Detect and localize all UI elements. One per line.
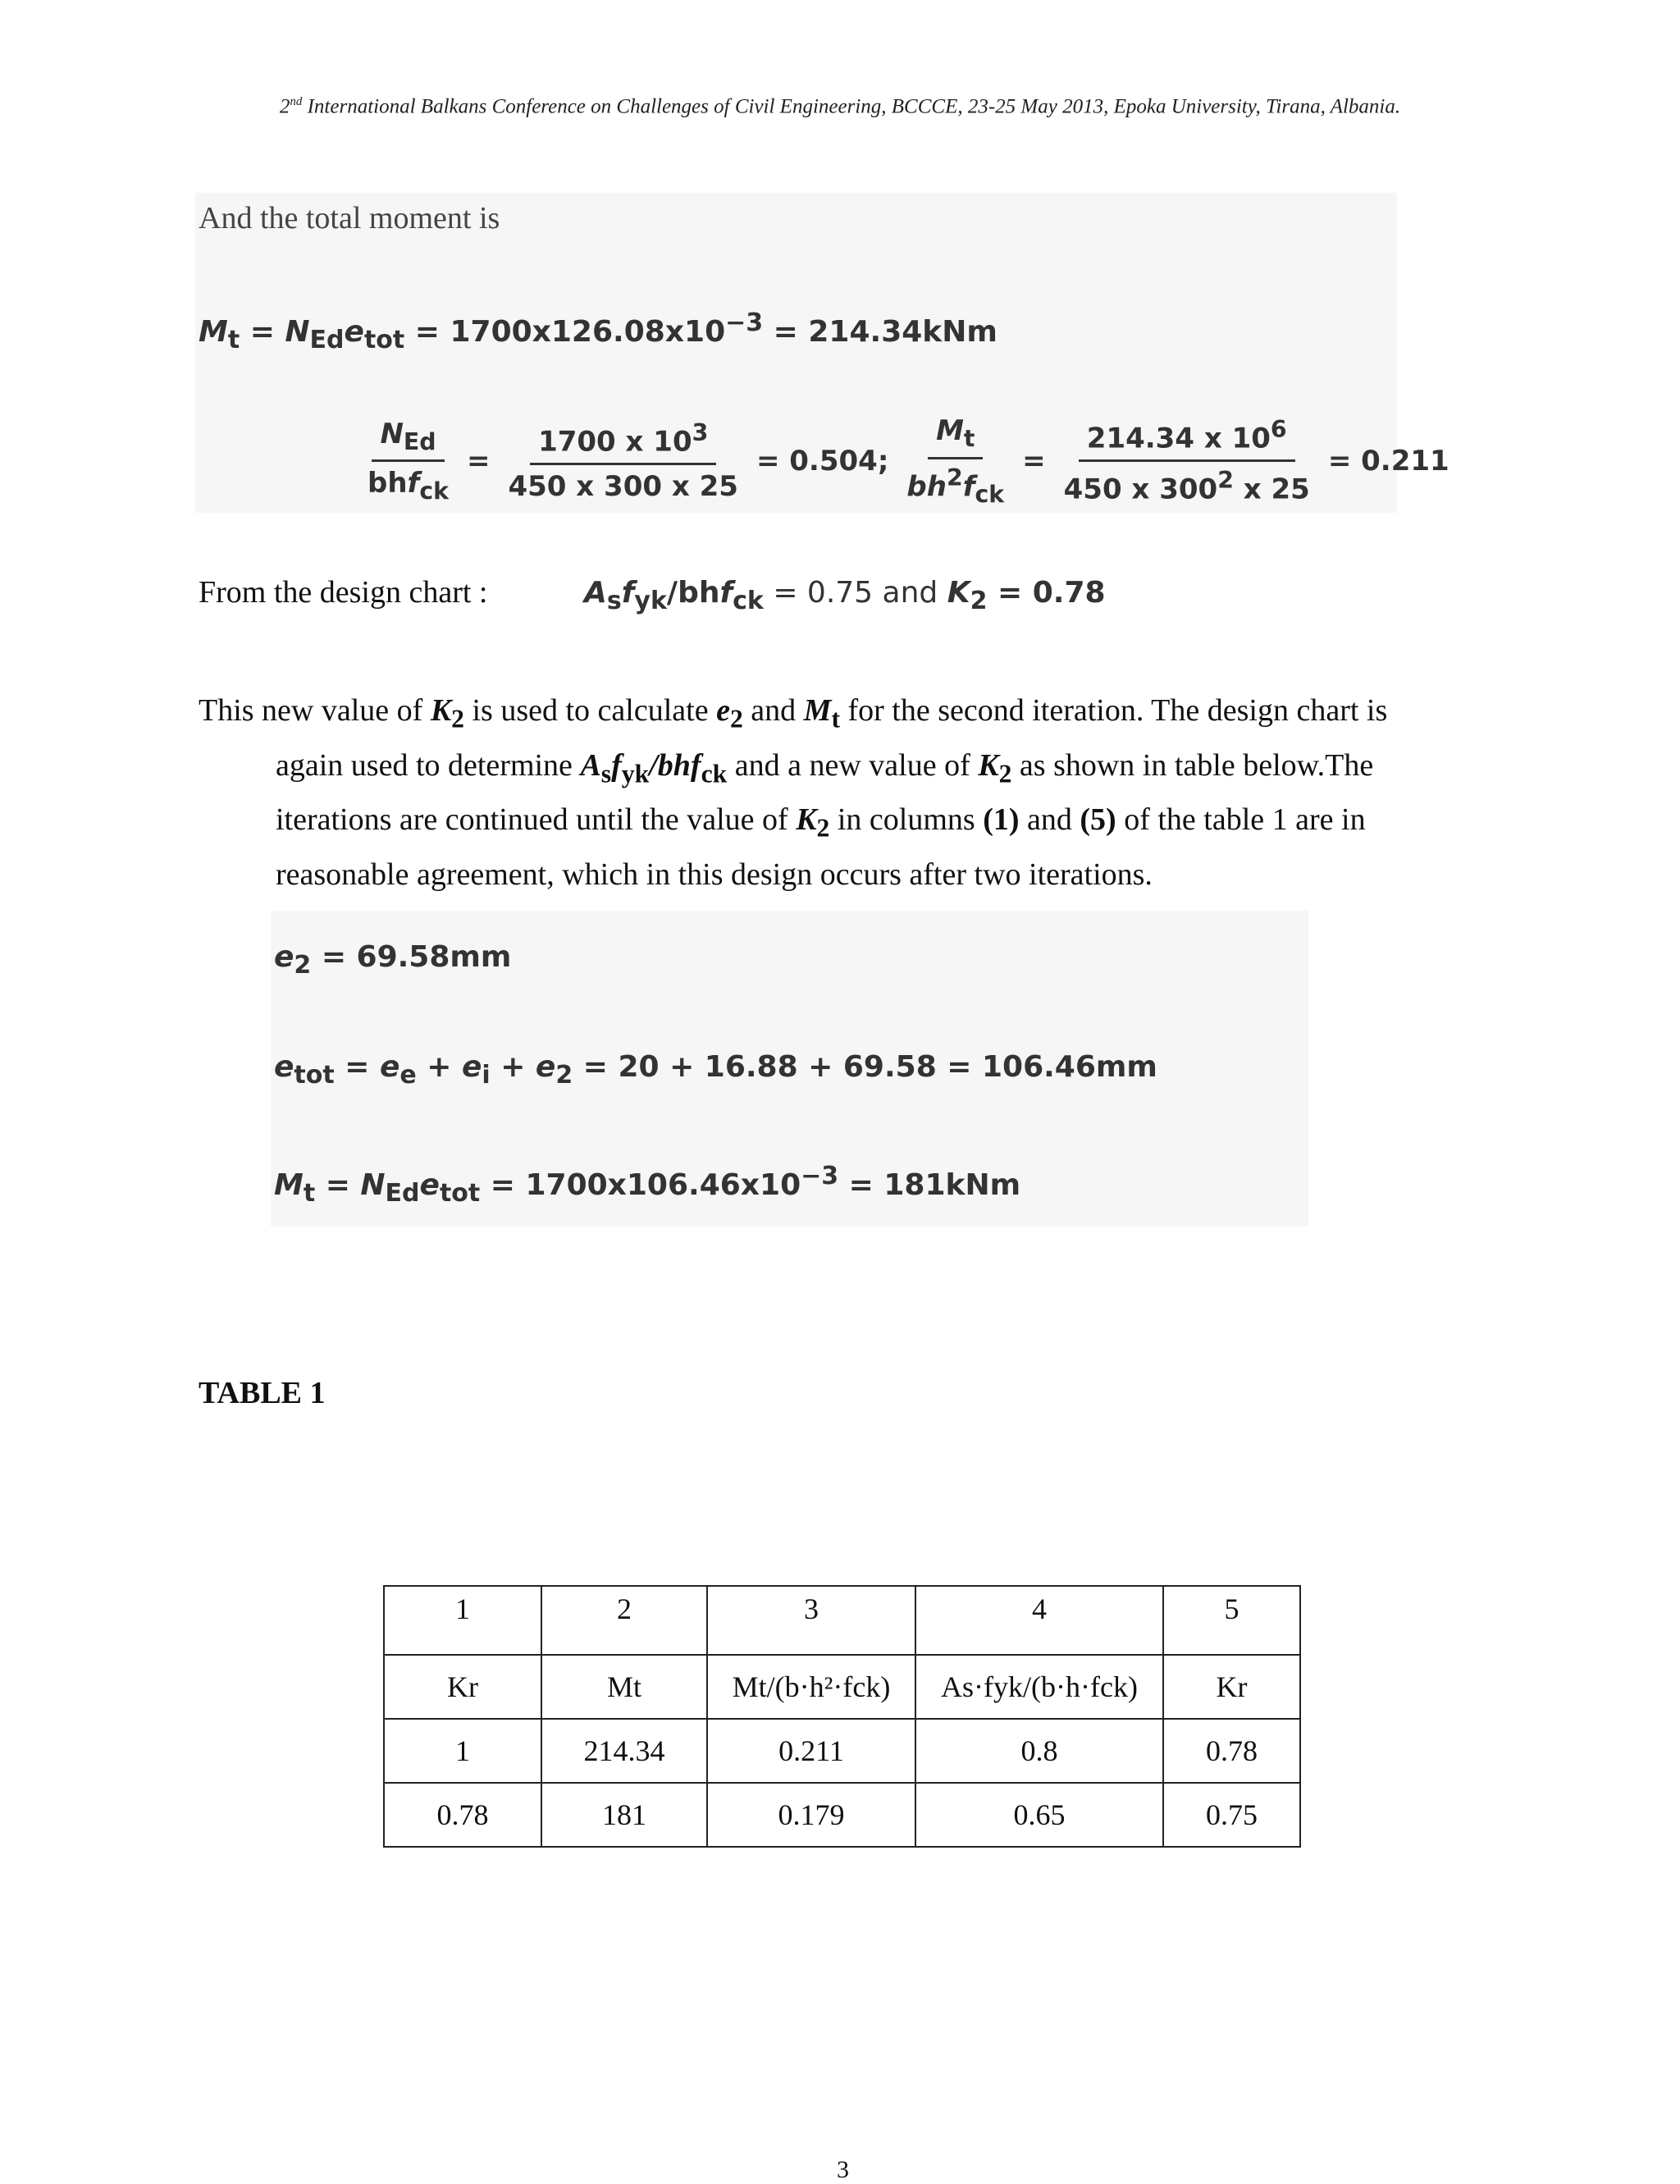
eq3-e-sub: 2 bbox=[294, 951, 312, 980]
eq2-equals-a: = bbox=[466, 444, 491, 477]
f4-num-exp: 6 bbox=[1270, 416, 1287, 444]
p3-col1: (1) bbox=[983, 802, 1020, 838]
design-chart-values bbox=[584, 576, 1106, 615]
table-cell: 5 bbox=[1163, 1586, 1300, 1655]
p2-mid: /bh bbox=[649, 747, 691, 783]
etot-equation bbox=[274, 1050, 1157, 1090]
cl-val2: = 0.78 bbox=[987, 576, 1106, 610]
design-chart-label: From the design chart : bbox=[199, 575, 488, 610]
eq1-m: M bbox=[199, 315, 228, 349]
table-cell: 0.179 bbox=[707, 1783, 915, 1847]
f2-num: 1700 x 10 bbox=[538, 425, 692, 459]
p2-f2: f bbox=[690, 747, 701, 783]
table-cell: Kr bbox=[1163, 1655, 1300, 1719]
fraction-values-1 bbox=[500, 419, 746, 503]
cl-k-sub: 2 bbox=[970, 587, 988, 616]
p-k: K bbox=[430, 693, 452, 728]
table-cell: 0.78 bbox=[1163, 1719, 1300, 1783]
p-text-1: This new value of bbox=[199, 693, 431, 728]
table-cell: 214.34 bbox=[541, 1719, 707, 1783]
eq4-t3-sub: 2 bbox=[555, 1061, 573, 1090]
eq1-exp: −3 bbox=[725, 308, 764, 337]
f1-den-f: f bbox=[407, 467, 420, 500]
p-m-sub: t bbox=[831, 704, 840, 733]
f2-num-exp: 3 bbox=[692, 418, 709, 446]
table-cell: 1 bbox=[384, 1719, 541, 1783]
eq5-e-sub: tot bbox=[439, 1179, 481, 1209]
f4-num: 214.34 x 10 bbox=[1086, 422, 1271, 455]
eq1-result: = 214.34kNm bbox=[763, 315, 998, 349]
eq3-e: e bbox=[274, 940, 294, 974]
running-header bbox=[0, 95, 1680, 118]
table-cell: 181 bbox=[541, 1783, 707, 1847]
f4-den-exp: 2 bbox=[1217, 467, 1234, 495]
eq4-t2-sub: i bbox=[482, 1061, 491, 1090]
eq4-eq: = bbox=[334, 1050, 380, 1084]
ratio-equation bbox=[359, 414, 1449, 508]
f1-num-sub: Ed bbox=[403, 427, 436, 455]
eq1-n: N bbox=[285, 315, 310, 349]
fraction-ned-bhfck bbox=[359, 418, 457, 505]
table-row bbox=[384, 1719, 1300, 1783]
eq3-rhs: = 69.58mm bbox=[311, 940, 512, 974]
p3-k-sub: 2 bbox=[816, 813, 830, 843]
p2-text-b: and a new value of bbox=[727, 747, 979, 783]
f3-num-sub: t bbox=[963, 424, 975, 452]
cl-f-sub: yk bbox=[634, 587, 667, 616]
iteration-paragraph bbox=[199, 688, 1478, 898]
p-e: e bbox=[716, 693, 730, 728]
eq5-m-sub: t bbox=[303, 1179, 316, 1209]
table-cell: Mt bbox=[541, 1655, 707, 1719]
table-cell: 0.8 bbox=[915, 1719, 1163, 1783]
eq2-result-1: = 0.504; bbox=[756, 444, 889, 477]
cl-k: K bbox=[947, 576, 970, 610]
eq4-t2: e bbox=[461, 1050, 482, 1084]
p3-text-c: and bbox=[1019, 802, 1080, 838]
p-text-2: is used to calculate bbox=[464, 693, 717, 728]
cl-f2-sub: ck bbox=[733, 587, 764, 616]
p-text-3: and bbox=[742, 693, 804, 728]
eq5-n: N bbox=[360, 1168, 386, 1202]
eq5-n-sub: Ed bbox=[385, 1179, 420, 1209]
p2-f-sub: yk bbox=[621, 759, 650, 788]
table-cell: 0.211 bbox=[707, 1719, 915, 1783]
paragraph-line-1 bbox=[199, 688, 1478, 742]
table-body bbox=[384, 1586, 1300, 1847]
p3-text-a: iterations are continued until the value of bbox=[276, 802, 797, 838]
table-cell: 1 bbox=[384, 1586, 541, 1655]
f3-den-exp: 2 bbox=[946, 464, 963, 491]
header-ordinal-suffix: nd bbox=[290, 95, 303, 108]
table-cell: Mt/(b·h²·fck) bbox=[707, 1655, 915, 1719]
header-ordinal: 2 bbox=[279, 95, 290, 118]
eq1-e: e bbox=[344, 315, 364, 349]
f3-den-sub: ck bbox=[975, 480, 1005, 508]
fraction-values-2 bbox=[1056, 416, 1318, 506]
eq5-result: = 181kNm bbox=[838, 1168, 1021, 1202]
intro-text: And the total moment is bbox=[199, 201, 500, 235]
eq2-result-2: = 0.211 bbox=[1327, 444, 1449, 477]
f4-den: 450 x 300 bbox=[1063, 473, 1218, 506]
cl-f: f bbox=[621, 576, 635, 610]
paragraph-line-3 bbox=[199, 797, 1478, 852]
p-text-4: for the second iteration. The design chart is bbox=[839, 693, 1388, 728]
iteration-table bbox=[383, 1585, 1301, 1848]
page-number: 3 bbox=[837, 2156, 849, 2183]
eq1-equals: = bbox=[240, 315, 285, 349]
p2-text-c: as shown in table below.The bbox=[1011, 747, 1374, 783]
eq5-exp: −3 bbox=[801, 1162, 839, 1190]
total-moment-equation bbox=[199, 308, 998, 354]
eq5-e: e bbox=[419, 1168, 440, 1202]
f3-den-f: f bbox=[962, 470, 975, 504]
eq4-t1: e bbox=[379, 1050, 400, 1084]
header-text: International Balkans Conference on Challenges of Civil Engineering, BCCCE, 23-25 May 2013, Epoka University, Tirana, Albania. bbox=[302, 95, 1401, 118]
p2-a-sub: s bbox=[600, 759, 612, 788]
p2-k: K bbox=[978, 747, 999, 783]
eq5-rhs: = 1700x106.46x10 bbox=[480, 1168, 801, 1202]
table-cell: 0.75 bbox=[1163, 1783, 1300, 1847]
cl-f2: f bbox=[719, 576, 733, 610]
table-cell: 0.65 bbox=[915, 1783, 1163, 1847]
f2-den: 450 x 300 x 25 bbox=[508, 470, 738, 504]
f4-den-tail: x 25 bbox=[1233, 473, 1310, 506]
eq1-e-sub: tot bbox=[363, 326, 405, 355]
f3-den: bh bbox=[906, 470, 947, 504]
eq5-m: M bbox=[274, 1168, 304, 1202]
f1-den: bh bbox=[368, 467, 408, 500]
table-cell: 4 bbox=[915, 1586, 1163, 1655]
eq4-plus1: + bbox=[416, 1050, 462, 1084]
eq4-t1-sub: e bbox=[399, 1061, 417, 1090]
p-e-sub: 2 bbox=[729, 704, 743, 733]
f3-num: M bbox=[936, 414, 964, 447]
eq1-rhs: = 1700x126.08x10 bbox=[404, 315, 726, 349]
p3-col5: (5) bbox=[1080, 802, 1116, 838]
p2-a: A bbox=[580, 747, 601, 783]
eq4-rhs: = 20 + 16.88 + 69.58 = 106.46mm bbox=[573, 1050, 1157, 1084]
table-row bbox=[384, 1783, 1300, 1847]
paragraph-line-2 bbox=[199, 742, 1478, 797]
eq4-e: e bbox=[274, 1050, 294, 1084]
eq4-plus2: + bbox=[490, 1050, 536, 1084]
p3-k: K bbox=[796, 802, 817, 838]
table-cell: 2 bbox=[541, 1586, 707, 1655]
f1-den-sub: ck bbox=[419, 477, 449, 505]
cl-a-sub: s bbox=[606, 587, 622, 616]
table-row bbox=[384, 1655, 1300, 1719]
p2-text-a: again used to determine bbox=[276, 747, 581, 783]
cl-a: A bbox=[584, 576, 607, 610]
p-m: M bbox=[803, 693, 832, 728]
paragraph-line-4: reasonable agreement, which in this design occurs after two iterations. bbox=[276, 857, 1153, 892]
p2-f: f bbox=[611, 747, 622, 783]
table-title: TABLE 1 bbox=[199, 1376, 326, 1410]
p-k-sub: 2 bbox=[451, 704, 464, 733]
eq4-e-sub: tot bbox=[294, 1061, 335, 1090]
p3-text-b: in columns bbox=[829, 802, 984, 838]
e2-equation bbox=[274, 940, 511, 980]
eq1-m-sub: t bbox=[227, 326, 240, 355]
cl-val1: = 0.75 and bbox=[763, 576, 947, 610]
moment-second-equation bbox=[274, 1162, 1020, 1208]
eq5-eq: = bbox=[315, 1168, 361, 1202]
eq1-n-sub: Ed bbox=[309, 326, 345, 355]
f1-num: N bbox=[380, 417, 404, 450]
table-cell: 0.78 bbox=[384, 1783, 541, 1847]
table-row bbox=[384, 1586, 1300, 1655]
table-cell: 3 bbox=[707, 1586, 915, 1655]
eq4-t3: e bbox=[535, 1050, 556, 1084]
eq2-equals-b: = bbox=[1022, 444, 1046, 477]
fraction-mt-bh2fck bbox=[898, 414, 1012, 508]
table-cell: Kr bbox=[384, 1655, 541, 1719]
p2-f2-sub: ck bbox=[701, 759, 728, 788]
cl-mid: /bh bbox=[666, 576, 720, 610]
table-cell: As·fyk/(b·h·fck) bbox=[915, 1655, 1163, 1719]
p3-text-d: of the table 1 are in bbox=[1116, 802, 1366, 838]
p2-k-sub: 2 bbox=[998, 759, 1012, 788]
